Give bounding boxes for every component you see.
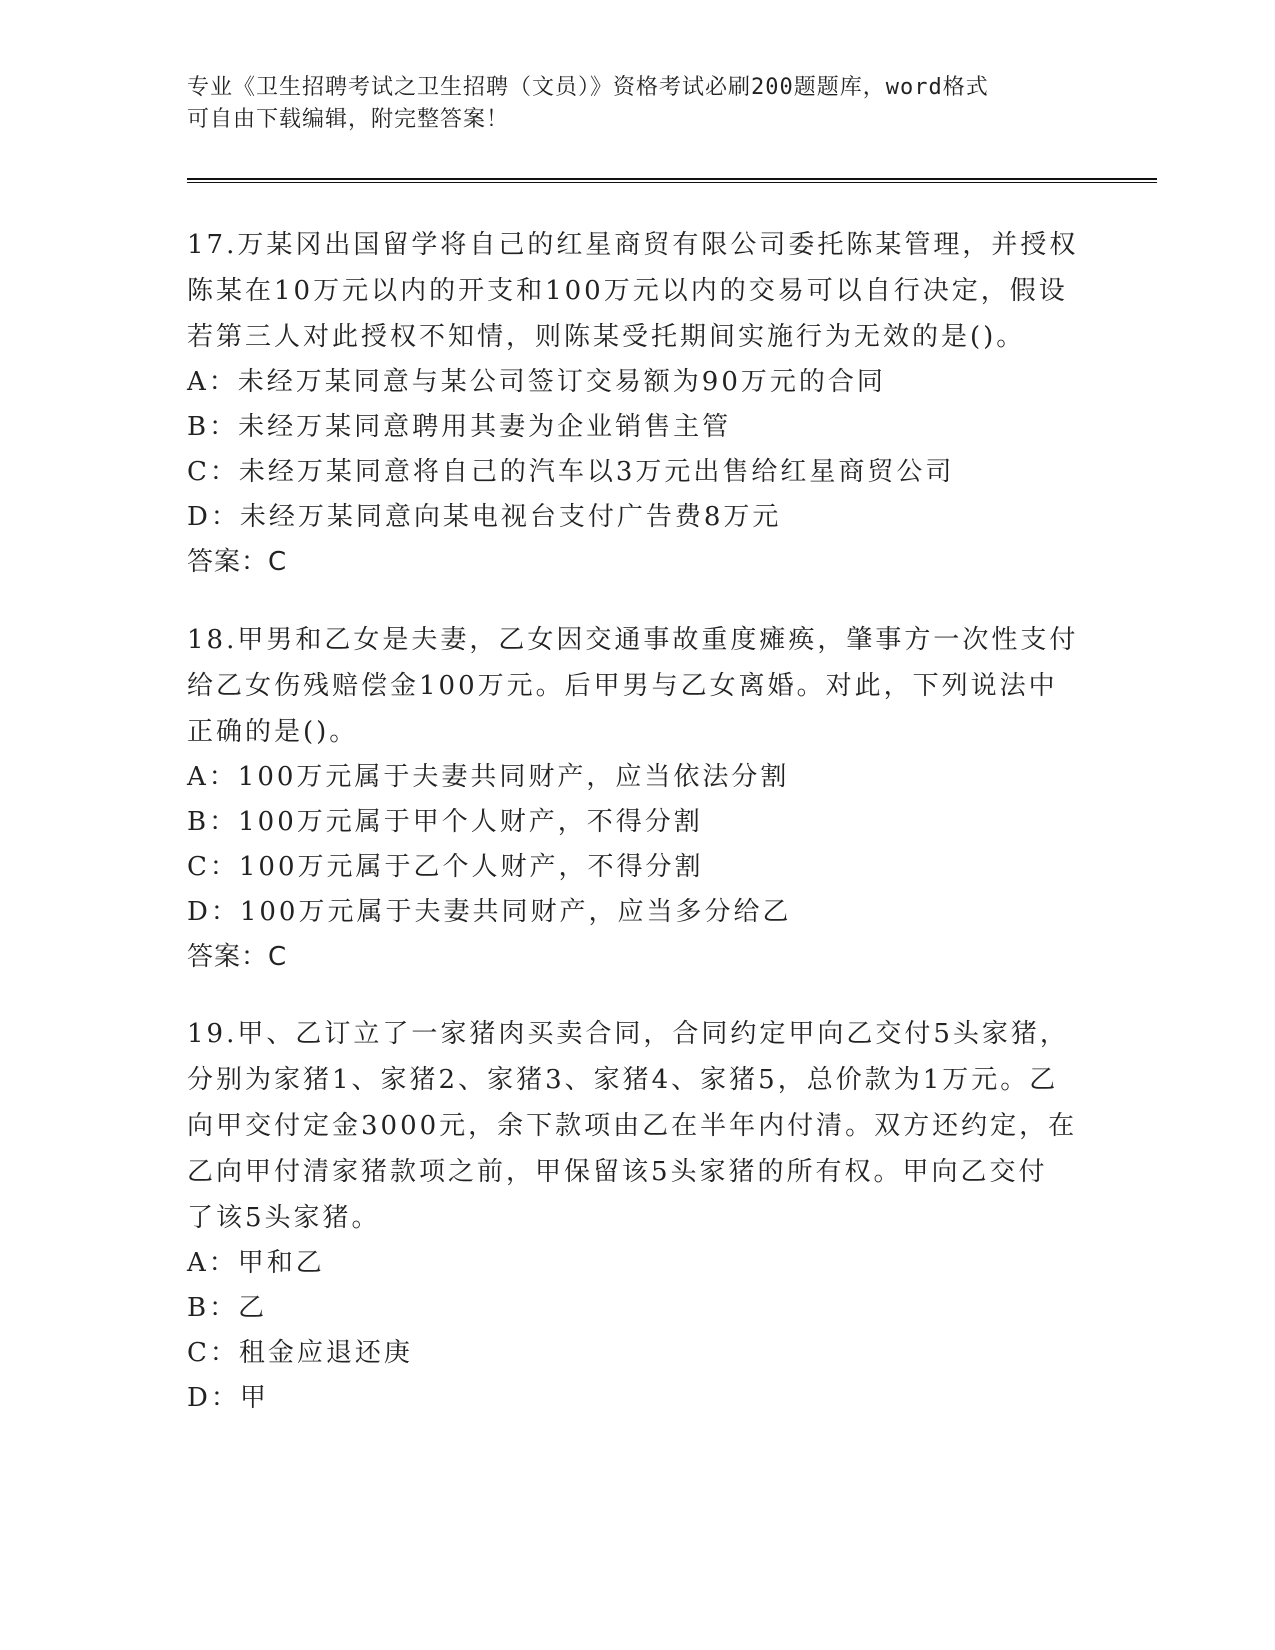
question-stem-line: 向甲交付定金3000元，余下款项由乙在半年内付清。双方还约定，在	[187, 1111, 1078, 1141]
question-stem-line: 17.万某冈出国留学将自己的红星商贸有限公司委托陈某管理，并授权	[187, 230, 1079, 260]
option-d: D：100万元属于夫妻共同财产，应当多分给乙	[187, 897, 792, 927]
option-b: B：100万元属于甲个人财产，不得分割	[187, 807, 703, 837]
option-a: A：未经万某同意与某公司签订交易额为90万元的合同	[187, 367, 886, 397]
option-b: B：乙	[187, 1293, 268, 1323]
question-stem-line: 给乙女伤残赔偿金100万元。后甲男与乙女离婚。对此，下列说法中	[187, 671, 1058, 701]
question-stem-line: 乙向甲付清家猪款项之前，甲保留该5头家猪的所有权。甲向乙交付	[187, 1157, 1048, 1187]
question-stem-line: 陈某在10万元以内的开支和100万元以内的交易可以自行决定，假设	[187, 276, 1068, 306]
option-a: A：甲和乙	[187, 1248, 325, 1278]
answer-label: 答案：C	[187, 942, 288, 972]
question-stem-line: 若第三人对此授权不知情，则陈某受托期间实施行为无效的是()。	[187, 322, 1026, 352]
option-d: D：甲	[187, 1383, 269, 1413]
option-b: B：未经万某同意聘用其妻为企业销售主管	[187, 412, 732, 442]
header-line-1: 专业《卫生招聘考试之卫生招聘（文员）》资格考试必刷200题题库，word格式	[187, 75, 989, 100]
question-stem-line: 正确的是()。	[187, 717, 359, 747]
answer-label: 答案：C	[187, 547, 288, 577]
question-stem-line: 分别为家猪1、家猪2、家猪3、家猪4、家猪5，总价款为1万元。乙	[187, 1065, 1059, 1095]
header-divider	[187, 178, 1157, 183]
question-17	[187, 222, 1087, 585]
option-d: D：未经万某同意向某电视台支付广告费8万元	[187, 502, 782, 532]
question-19	[187, 1011, 1087, 1421]
question-stem-line: 18.甲男和乙女是夫妻，乙女因交通事故重度瘫痪，肇事方一次性支付	[187, 625, 1079, 655]
question-stem-line: 19.甲、乙订立了一家猪肉买卖合同，合同约定甲向乙交付5头家猪，	[187, 1019, 1069, 1049]
question-18	[187, 617, 1087, 980]
option-c: C：租金应退还庚	[187, 1338, 413, 1368]
option-c: C：未经万某同意将自己的汽车以3万元出售给红星商贸公司	[187, 457, 955, 487]
question-stem-line: 了该5头家猪。	[187, 1203, 381, 1233]
option-a: A：100万元属于夫妻共同财产，应当依法分割	[187, 762, 790, 792]
page-header	[187, 72, 1087, 136]
option-c: C：100万元属于乙个人财产，不得分割	[187, 852, 704, 882]
header-line-2: 可自由下载编辑，附完整答案！	[187, 107, 510, 132]
